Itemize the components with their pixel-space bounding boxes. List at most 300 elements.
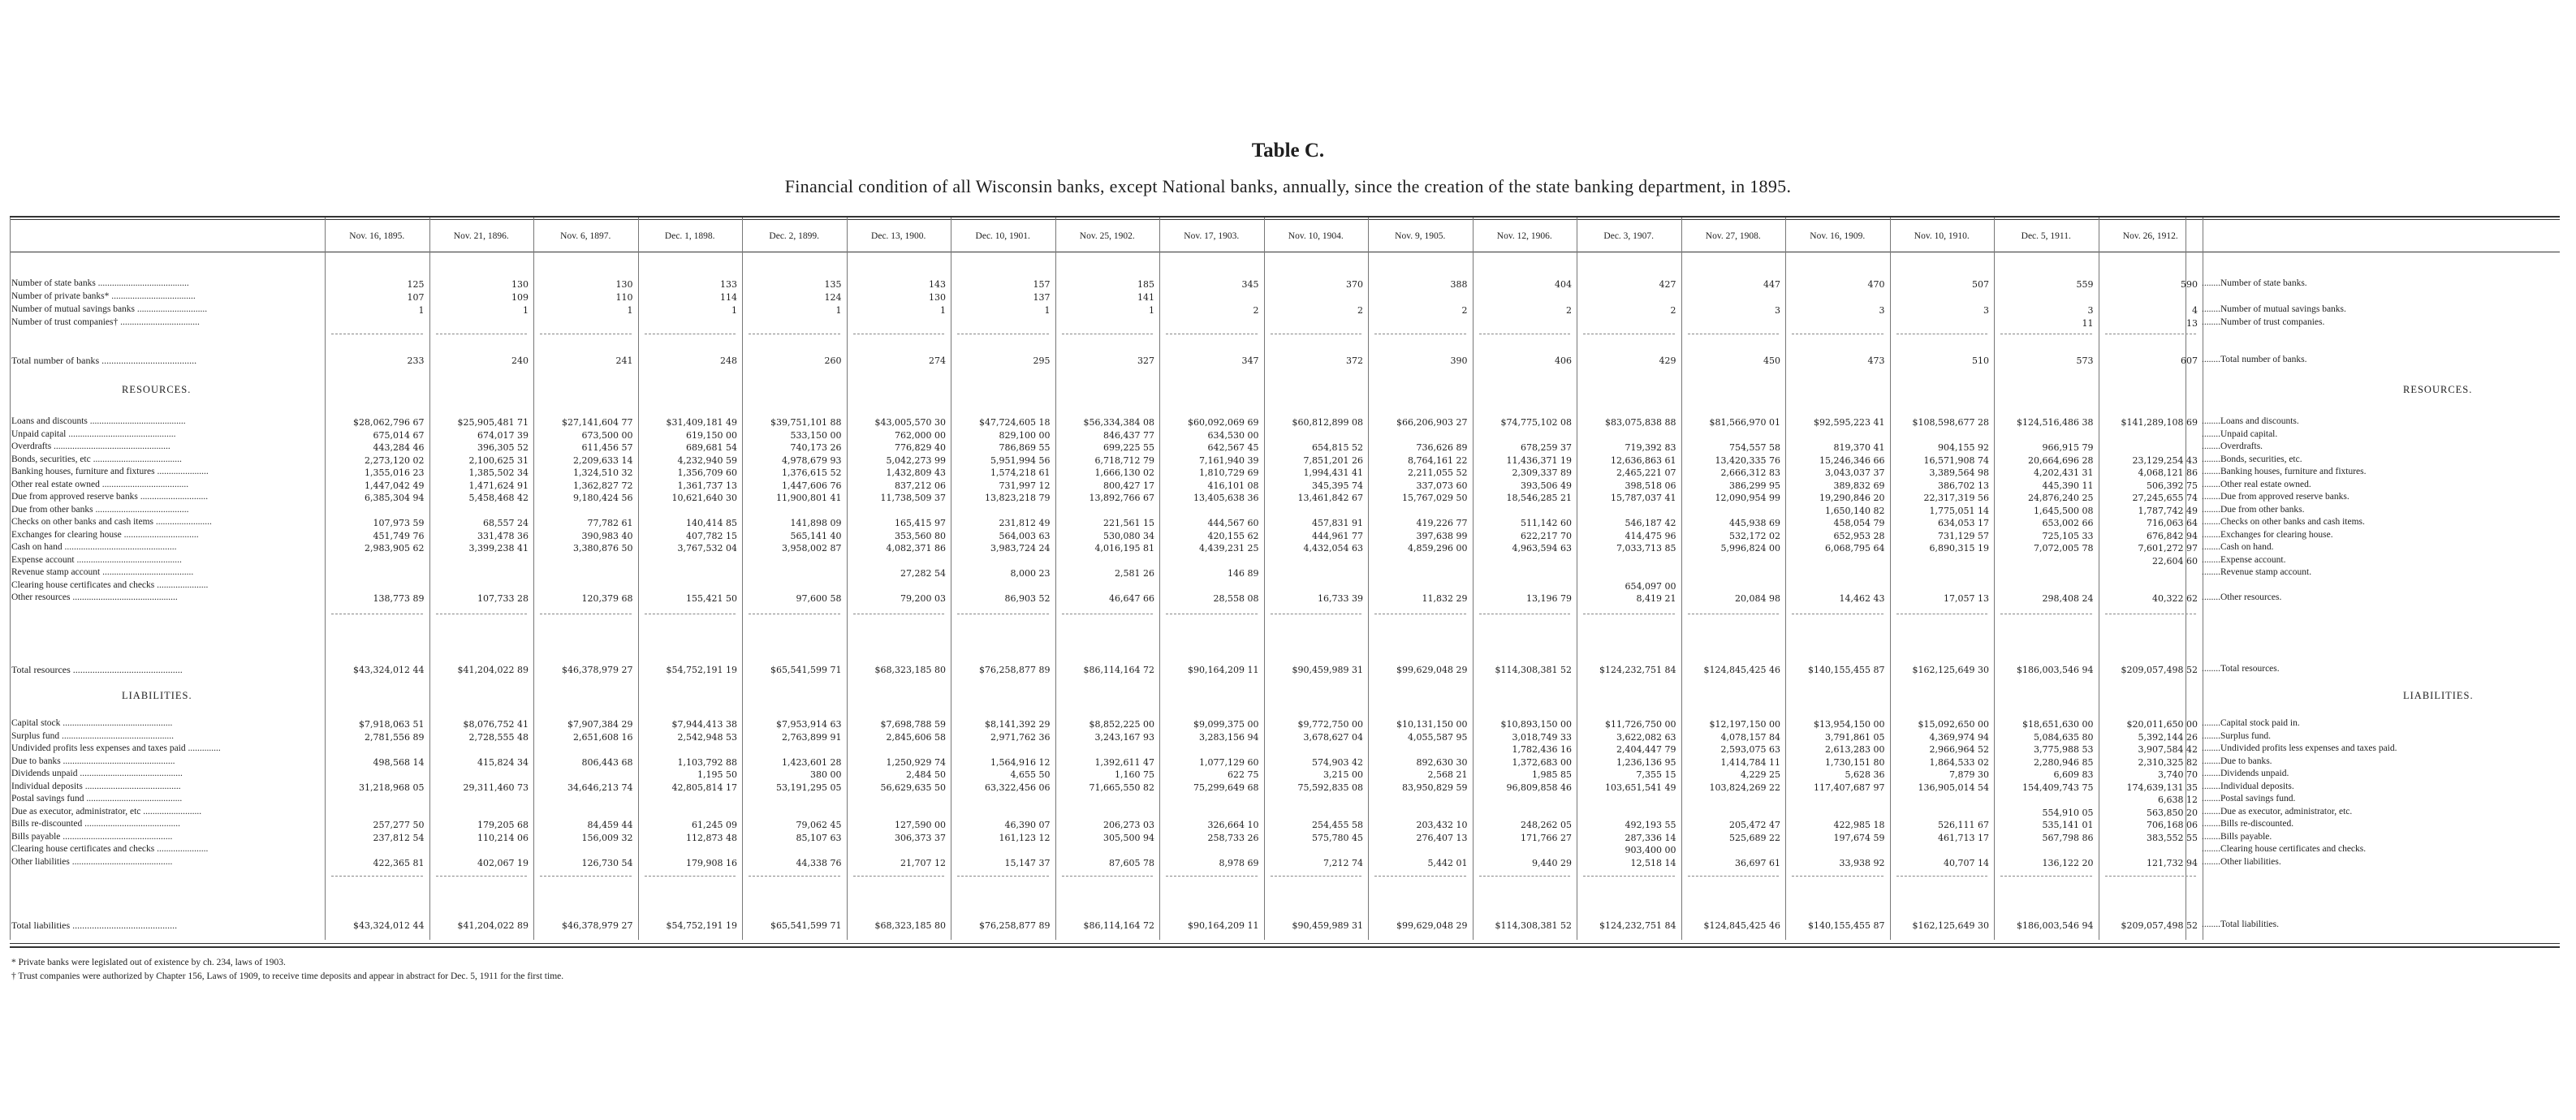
column-divider [1681, 218, 1682, 940]
column-divider [742, 218, 743, 940]
total-banks-row-cell: 406 [1555, 355, 1572, 366]
count-row-label: Number of private banks* .................................... [11, 291, 196, 301]
liability-row-cell: $7,907,384 29 [567, 719, 633, 730]
column-header: Nov. 21, 1896. [453, 231, 509, 241]
resource-row-cell: 800,427 17 [1103, 480, 1154, 491]
resource-row-cell: 444,961 77 [1312, 530, 1363, 541]
resource-row-label: Expense account ............................................. [11, 554, 182, 565]
subtotal-rule [2000, 876, 2092, 877]
resource-row-label: Bonds, securities, etc ...................................... [11, 454, 182, 464]
total-banks-row-cell: 260 [824, 355, 842, 366]
resource-row-cell: 7,851,201 26 [1303, 454, 1363, 466]
total-liabilities-row-cell: $140,155,455 87 [1808, 920, 1885, 931]
liability-row-cell: 2,613,283 00 [1825, 744, 1885, 755]
resource-row-cell: 40,322 62 [2152, 593, 2198, 604]
count-row-cell: 370 [1346, 279, 1363, 290]
resource-row-cell: 19,290,846 20 [1819, 493, 1885, 503]
total-resources-row-cell: $76,258,877 89 [979, 665, 1051, 675]
resource-row-cell: 4,202,431 31 [2034, 467, 2094, 478]
count-row-cell: 13 [2186, 318, 2198, 329]
count-row-cell: 185 [1137, 279, 1154, 290]
liability-row-cell: 103,651,541 49 [1605, 782, 1676, 793]
resource-row-cell: 731,129 57 [1938, 530, 1989, 541]
resource-row-cell: 2,100,625 31 [468, 454, 529, 466]
liability-row-cell: 126,730 54 [581, 857, 633, 868]
resource-row-cell: 120,379 68 [581, 593, 633, 604]
column-header: Dec. 10, 1901. [975, 231, 1030, 241]
resource-row-cell: 736,626 89 [1416, 442, 1468, 453]
resource-row-cell: 457,831 91 [1312, 518, 1363, 528]
liability-row-cell: 4,655 50 [1010, 769, 1051, 780]
resource-row-cell: 24,876,240 25 [2028, 493, 2094, 503]
resource-row-cell: 22,317,319 56 [1923, 493, 1989, 503]
resource-row-cell: 20,664,696 28 [2028, 454, 2094, 466]
total-liabilities-row-cell: $86,114,164 72 [1083, 920, 1154, 931]
resource-row-cell: 2,983,905 62 [365, 543, 425, 554]
resource-row-cell: 5,042,273 99 [886, 454, 946, 466]
column-header: Nov. 27, 1908. [1705, 231, 1761, 241]
liability-row-cell: 535,141 01 [2042, 820, 2094, 830]
liability-row-cell: 34,646,213 74 [567, 782, 633, 793]
liability-row-cell: 237,812 54 [373, 832, 425, 843]
resource-row-cell: 22,604 60 [2152, 555, 2198, 566]
resource-row-cell: 444,567 60 [1207, 518, 1259, 528]
resource-row-cell: 2,465,221 07 [1616, 467, 1676, 478]
column-header: Nov. 25, 1902. [1079, 231, 1135, 241]
resource-row-cell: $74,775,102 08 [1500, 417, 1572, 428]
resource-row-cell: 7,601,272 97 [2138, 543, 2198, 554]
resource-row-cell: 140,414 85 [686, 518, 737, 528]
footnote: * Private banks were legislated out of existence by ch. 234, laws of 1903. [11, 958, 286, 967]
subtotal-rule [331, 876, 423, 877]
liability-row-cell: 276,407 13 [1416, 832, 1468, 843]
liability-row-cell: 3,775,988 53 [2034, 744, 2094, 755]
liability-row-cell: 2,280,946 85 [2034, 756, 2094, 768]
liability-row-label: Bills payable ............................................... [11, 831, 173, 842]
count-row-cell: 427 [1659, 279, 1676, 290]
liability-row-cell: 1,103,792 88 [677, 756, 737, 768]
resource-row-right-label: ........Other real estate owned. [2202, 479, 2311, 489]
liability-row-cell: 7,355 15 [1636, 769, 1676, 780]
resource-row-cell: 1,775,051 14 [1929, 505, 1989, 516]
resource-row-cell: 146 89 [1228, 568, 1259, 579]
resource-row-cell: 532,172 02 [1729, 530, 1780, 541]
liability-row-cell: 1,077,129 60 [1199, 756, 1259, 768]
total-liabilities-row-cell: $186,003,546 94 [2017, 920, 2094, 931]
column-header: Nov. 12, 1906. [1496, 231, 1552, 241]
liability-row-cell: 40,707 14 [1944, 857, 1989, 868]
resource-row-cell: 904,155 92 [1938, 442, 1989, 453]
resource-row-cell: 3,958,002 87 [782, 543, 842, 554]
resource-row-cell: 4,232,940 59 [677, 454, 737, 466]
liability-row-label: Individual deposits ......................................... [11, 781, 181, 791]
resource-row-cell: 1,362,827 72 [573, 480, 633, 491]
liability-row-cell: 63,322,456 06 [985, 782, 1051, 793]
resource-row-cell: 445,938 69 [1729, 518, 1780, 528]
column-divider [1890, 218, 1891, 940]
liability-row-label: Surplus fund ................................................ [11, 730, 174, 741]
liability-row-cell: 1,730,151 80 [1825, 756, 1885, 768]
resource-row-cell: 8,000 23 [1010, 568, 1051, 579]
count-row-cell: 114 [720, 292, 737, 303]
total-resources-row-cell: $43,324,012 44 [353, 665, 425, 675]
resource-row-right-label: ........Loans and discounts. [2202, 416, 2299, 426]
liability-row-cell: 461,713 17 [1938, 832, 1989, 843]
total-resources-row-label: Total resources ............................................. [11, 664, 183, 675]
resources-heading: RESOURCES. [122, 384, 192, 395]
liability-row-cell: 3,791,861 05 [1825, 731, 1885, 743]
resource-row-cell: 719,392 83 [1625, 442, 1676, 453]
resource-row-cell: 298,408 24 [2042, 593, 2094, 604]
column-divider [429, 218, 430, 940]
count-row-cell: 470 [1867, 279, 1885, 290]
column-header: Dec. 13, 1900. [871, 231, 926, 241]
resource-row-cell: 7,161,940 39 [1199, 454, 1259, 466]
liability-row-cell: 2,310,325 82 [2138, 756, 2198, 768]
liability-row-cell: $10,131,150 00 [1396, 719, 1468, 730]
resource-row-cell: 673,500 00 [581, 429, 633, 441]
subtotal-rule [1166, 876, 1258, 877]
total-liabilities-row-cell: $90,459,989 31 [1292, 920, 1363, 931]
resource-row-cell: $66,206,903 27 [1396, 417, 1468, 428]
resource-row-cell: 77,782 61 [587, 518, 633, 528]
liability-row-cell: 422,365 81 [373, 857, 425, 868]
resource-row-cell: 416,101 08 [1207, 480, 1259, 491]
liability-row-cell: 3,215 00 [1323, 769, 1363, 780]
resource-row-cell: 3,983,724 24 [990, 543, 1051, 554]
column-divider [1055, 218, 1056, 940]
count-row-cell: 130 [929, 292, 946, 303]
resource-row-cell: 2,666,312 83 [1720, 467, 1780, 478]
liability-row-cell: 127,590 00 [895, 820, 946, 830]
liability-row-cell: 154,409,743 75 [2022, 782, 2094, 793]
resource-row-right-label: ........Unpaid capital. [2202, 429, 2278, 439]
resource-row-cell: 12,090,954 99 [1715, 493, 1780, 503]
count-row-cell: 110 [615, 292, 633, 303]
liability-row-cell: 1,564,916 12 [990, 756, 1051, 768]
liability-row-cell: $15,092,650 00 [1918, 719, 1989, 730]
resource-row-cell: 420,155 62 [1207, 530, 1259, 541]
total-liabilities-row-cell: $76,258,877 89 [979, 920, 1051, 931]
liability-row-cell: 44,338 76 [796, 857, 842, 868]
resource-row-cell: 11,436,371 19 [1506, 454, 1572, 466]
subtotal-rule [645, 876, 736, 877]
resource-row-cell: 762,000 00 [895, 429, 946, 441]
count-row-cell: 447 [1763, 279, 1780, 290]
liability-row-cell: 31,218,968 05 [359, 782, 425, 793]
resource-row-cell: 4,439,231 25 [1199, 543, 1259, 554]
resource-row-cell: 8,419 21 [1636, 593, 1676, 604]
total-resources-row-cell: $65,541,599 71 [770, 665, 842, 675]
liability-row-cell: 422,985 18 [1833, 820, 1885, 830]
resource-row-cell: 3,380,876 50 [573, 543, 633, 554]
footnote: † Trust companies were authorized by Chapter 156, Laws of 1909, to receive time deposits and appear in abstract for Dec. 5, 1911 for the first time. [11, 971, 564, 981]
resource-row-label: Other real estate owned ..................................... [11, 479, 189, 489]
count-row-cell: 137 [1033, 292, 1051, 303]
column-divider [1159, 218, 1160, 940]
liability-row-label: Due to banks ................................................ [11, 756, 175, 766]
count-row-cell: 3 [1775, 305, 1780, 316]
resource-row-cell: 1,385,502 34 [468, 467, 529, 478]
count-row-cell: 2 [1253, 305, 1259, 316]
total-resources-row-cell: $140,155,455 87 [1808, 665, 1885, 675]
liability-row-right-label: ........Postal savings fund. [2202, 794, 2296, 803]
subtotal-rule [957, 876, 1049, 877]
column-header: Nov. 17, 1903. [1184, 231, 1240, 241]
resource-row-cell: 451,749 76 [373, 530, 425, 541]
resource-row-cell: 1,787,742 49 [2138, 505, 2198, 516]
resource-row-cell: 1,994,431 41 [1303, 467, 1363, 478]
resource-row-right-label: ........Due from approved reserve banks. [2202, 492, 2349, 502]
count-row-cell: 11 [2082, 318, 2094, 329]
total-liabilities-row-cell: $114,308,381 52 [1495, 920, 1572, 931]
resource-row-label: Other resources ............................................. [11, 592, 178, 602]
resource-row-cell: 443,284 46 [373, 442, 425, 453]
liability-row-cell: $11,726,750 00 [1605, 719, 1676, 730]
subtotal-rule [1688, 876, 1780, 877]
resources-heading-right: RESOURCES. [2403, 384, 2473, 395]
total-resources-row-cell: $99,629,048 29 [1396, 665, 1468, 675]
resource-row-cell: 15,767,029 50 [1402, 493, 1468, 503]
count-row-cell: 507 [1972, 279, 1989, 290]
resource-row-cell: 13,823,218 79 [985, 493, 1051, 503]
total-resources-row-cell: $54,752,191 19 [666, 665, 737, 675]
count-row-cell: 345 [1241, 279, 1259, 290]
liability-row-right-label: ........Other liabilities. [2202, 856, 2281, 867]
resource-row-label: Overdrafts .................................................. [11, 442, 170, 451]
resource-row-label: Due from approved reserve banks ............................. [11, 492, 209, 502]
resource-row-cell: 533,150 00 [790, 429, 842, 441]
count-row-label: Number of state banks ....................................... [11, 278, 189, 288]
resource-row-cell: 511,142 60 [1521, 518, 1572, 528]
resource-row-cell: 1,361,737 13 [677, 480, 737, 491]
resource-row-cell: 353,560 80 [895, 530, 946, 541]
resource-row-cell: 155,421 50 [686, 593, 737, 604]
resource-row-cell: 7,033,713 85 [1616, 543, 1676, 554]
resource-row-right-label: ........Cash on hand. [2202, 542, 2274, 552]
resource-row-cell: 46,647 66 [1109, 593, 1154, 604]
liability-row-cell: $8,852,225 00 [1089, 719, 1154, 730]
table-rule [10, 946, 2560, 948]
column-header: Nov. 16, 1895. [349, 231, 405, 241]
resource-row-cell: 107,733 28 [477, 593, 529, 604]
resource-row-cell: $92,595,223 41 [1814, 417, 1885, 428]
total-resources-row-right-label: ........Total resources. [2202, 664, 2280, 674]
column-divider [1368, 218, 1369, 940]
liability-row-cell: 254,455 58 [1312, 820, 1363, 830]
liability-row-cell: $13,954,150 00 [1814, 719, 1885, 730]
resource-row-cell: 419,226 77 [1416, 518, 1468, 528]
resource-row-cell: 689,681 54 [686, 442, 737, 453]
liability-row-cell: $7,698,788 59 [880, 719, 946, 730]
resource-row-cell: 1,376,615 52 [782, 467, 842, 478]
resource-row-cell: $28,062,796 67 [353, 417, 425, 428]
resource-row-cell: 652,953 28 [1833, 530, 1885, 541]
liability-row-label: Due as executor, administrator, etc ......................... [11, 806, 202, 816]
resource-row-cell: 530,080 34 [1103, 530, 1154, 541]
resource-row-cell: 27,282 54 [900, 568, 946, 579]
total-resources-row-cell: $186,003,546 94 [2017, 665, 2094, 675]
resource-row-cell: 1,432,809 43 [886, 467, 946, 478]
count-row-cell: 2 [1461, 305, 1468, 316]
resource-row-cell: 345,395 74 [1312, 480, 1363, 491]
column-header: Nov. 16, 1909. [1810, 231, 1866, 241]
total-banks-row-cell: 233 [407, 355, 425, 366]
liability-row-cell: 567,798 86 [2042, 832, 2094, 843]
liability-row-label: Bills re-discounted ......................................... [11, 819, 180, 829]
liability-row-right-label: ........Due to banks. [2202, 756, 2272, 766]
resource-row-cell: 86,903 52 [1004, 593, 1051, 604]
subtotal-rule [1271, 876, 1362, 877]
page-title: Table C. [1251, 140, 1325, 162]
resource-row-cell: 13,196 79 [1526, 593, 1572, 604]
total-liabilities-row-cell: $46,378,979 27 [562, 920, 633, 931]
liability-row-cell: $18,651,630 00 [2022, 719, 2094, 730]
liability-row-label: Undivided profits less expenses and taxes paid .............. [11, 743, 221, 753]
liability-row-cell: 53,191,295 05 [776, 782, 842, 793]
liability-row-cell: 383,552 55 [2147, 832, 2198, 843]
liability-row-cell: 7,212 74 [1323, 857, 1363, 868]
liability-row-cell: 29,311,460 73 [463, 782, 529, 793]
resource-row-label: Checks on other banks and cash items ........................ [11, 517, 212, 527]
resource-row-cell: 11,832 29 [1422, 593, 1468, 604]
resource-row-cell: 6,890,315 19 [1929, 543, 1989, 554]
resource-row-cell: 1,355,016 23 [365, 467, 425, 478]
count-row-label: Number of mutual savings banks .............................. [11, 304, 208, 314]
liability-row-cell: 1,423,601 28 [782, 756, 842, 768]
total-banks-row-cell: 327 [1137, 355, 1154, 366]
resource-row-cell: 337,073 60 [1416, 480, 1468, 491]
liability-row-cell: 71,665,550 82 [1089, 782, 1154, 793]
resource-row-cell: 2,309,337 89 [1512, 467, 1572, 478]
total-liabilities-row-cell: $124,845,425 46 [1703, 920, 1780, 931]
column-header: Nov. 6, 1897. [560, 231, 611, 241]
resource-row-cell: 4,016,195 81 [1094, 543, 1154, 554]
column-divider [638, 218, 639, 940]
total-resources-row-cell: $124,845,425 46 [1703, 665, 1780, 675]
total-resources-row-cell: $90,164,209 11 [1188, 665, 1259, 675]
liability-row-label: Other liabilities ........................................... [11, 856, 173, 867]
column-header: Dec. 5, 1911. [2021, 231, 2071, 241]
total-liabilities-row-cell: $124,232,751 84 [1599, 920, 1676, 931]
resource-row-right-label: ........Bonds, securities, etc. [2202, 454, 2302, 464]
resource-row-cell: 393,506 49 [1521, 480, 1572, 491]
column-header: Nov. 26, 1912. [2122, 231, 2178, 241]
total-banks-row-cell: 429 [1659, 355, 1676, 366]
total-liabilities-row-cell: $54,752,191 19 [666, 920, 737, 931]
resource-row-cell: 776,829 40 [895, 442, 946, 453]
resource-row-cell: 445,390 11 [2042, 480, 2094, 491]
resource-row-cell: 1,645,500 08 [2034, 505, 2094, 516]
resource-row-cell: $60,812,899 08 [1292, 417, 1363, 428]
total-banks-row-label: Total number of banks ....................................... [11, 355, 197, 366]
subtotal-rule [540, 876, 632, 877]
liability-row-cell: 206,273 03 [1103, 820, 1154, 830]
liability-row-cell: 526,111 67 [1938, 820, 1989, 830]
resource-row-cell: 1,471,624 91 [468, 480, 529, 491]
total-banks-row-cell: 248 [720, 355, 737, 366]
resource-row-cell: 2,211,055 52 [1408, 467, 1468, 478]
resource-row-cell: 676,842 94 [2147, 530, 2198, 541]
resource-row-cell: 9,180,424 56 [573, 493, 633, 503]
liability-row-cell: 84,459 44 [587, 820, 633, 830]
liability-row-right-label: ........Due as executor, administrator, etc. [2202, 806, 2353, 816]
column-divider [1264, 218, 1265, 940]
count-row-cell: 2 [1566, 305, 1572, 316]
liability-row-cell: 121,732 94 [2147, 857, 2198, 868]
count-row-cell: 141 [1137, 292, 1154, 303]
liability-row-cell: 156,009 32 [581, 832, 633, 843]
table-rule [10, 219, 2560, 220]
count-row-cell: 404 [1555, 279, 1572, 290]
column-header: Nov. 10, 1910. [1914, 231, 1970, 241]
total-liabilities-row-cell: $41,204,022 89 [457, 920, 529, 931]
count-row-cell: 130 [511, 279, 529, 290]
liability-row-right-label: ........Dividends unpaid. [2202, 769, 2289, 778]
liability-row-right-label: ........Clearing house certificates and checks. [2202, 844, 2367, 854]
total-banks-row-cell: 473 [1867, 355, 1885, 366]
total-liabilities-row-cell: $209,057,498 52 [2121, 920, 2198, 931]
resource-row-cell: 389,832 69 [1833, 480, 1885, 491]
liability-row-cell: 248,262 05 [1521, 820, 1572, 830]
resource-row-cell: 13,420,335 76 [1715, 454, 1780, 466]
resource-row-cell: 3,399,238 41 [468, 543, 529, 554]
liability-row-cell: 12,518 14 [1630, 857, 1676, 868]
resource-row-cell: 4,859,296 00 [1408, 543, 1468, 554]
liability-row-cell: 3,622,082 63 [1616, 731, 1676, 743]
resource-row-cell: 3,389,564 98 [1929, 467, 1989, 478]
resource-row-cell: 699,225 55 [1103, 442, 1154, 453]
liability-row-cell: 498,568 14 [373, 756, 425, 768]
total-resources-row-cell: $124,232,751 84 [1599, 665, 1676, 675]
liability-row-cell: 1,236,136 95 [1616, 756, 1676, 768]
resource-row-cell: 2,581 26 [1115, 568, 1154, 579]
count-row-cell: 135 [824, 279, 842, 290]
resource-row-right-label: ........Banking houses, furniture and fixtures. [2202, 467, 2367, 476]
resource-row-cell: 634,053 17 [1938, 518, 1989, 528]
resource-row-cell: 6,385,304 94 [365, 493, 425, 503]
resource-row-cell: 3,767,532 04 [677, 543, 737, 554]
resource-row-cell: 11,900,801 41 [776, 493, 842, 503]
resource-row-cell: 6,718,712 79 [1094, 454, 1154, 466]
liability-row-cell: 2,593,075 63 [1720, 744, 1780, 755]
resource-row-cell: 1,650,140 82 [1825, 505, 1885, 516]
liability-row-label: Capital stock ............................................... [11, 718, 173, 728]
resource-row-cell: 458,054 79 [1833, 518, 1885, 528]
liability-row-cell: 75,592,835 08 [1297, 782, 1363, 793]
liability-row-cell: 4,078,157 84 [1720, 731, 1780, 743]
resource-row-cell: 653,002 66 [2042, 518, 2094, 528]
resource-row-cell: 407,782 15 [686, 530, 737, 541]
total-liabilities-row-cell: $43,324,012 44 [353, 920, 425, 931]
resource-row-right-label: ........Other resources. [2202, 592, 2282, 602]
resource-row-cell: 6,068,795 64 [1825, 543, 1885, 554]
count-row-cell: 1 [627, 305, 633, 316]
total-resources-row-cell: $162,125,649 30 [1912, 665, 1989, 675]
resource-row-cell: 2,273,120 02 [365, 454, 425, 466]
resource-row-cell: 5,996,824 00 [1720, 543, 1780, 554]
liability-row-cell: 3,018,749 33 [1512, 731, 1572, 743]
resource-row-cell: $39,751,101 88 [770, 417, 842, 428]
total-resources-row-cell: $68,323,185 80 [874, 665, 946, 675]
resource-row-cell: 675,014 67 [373, 429, 425, 441]
liability-row-cell: 161,123 12 [999, 832, 1051, 843]
liability-row-cell: 87,605 78 [1109, 857, 1154, 868]
liability-row-cell: 574,903 42 [1312, 756, 1363, 768]
resource-row-cell: 396,305 52 [477, 442, 529, 453]
liability-row-cell: 257,277 50 [373, 820, 425, 830]
liability-row-cell: $7,953,914 63 [776, 719, 842, 730]
